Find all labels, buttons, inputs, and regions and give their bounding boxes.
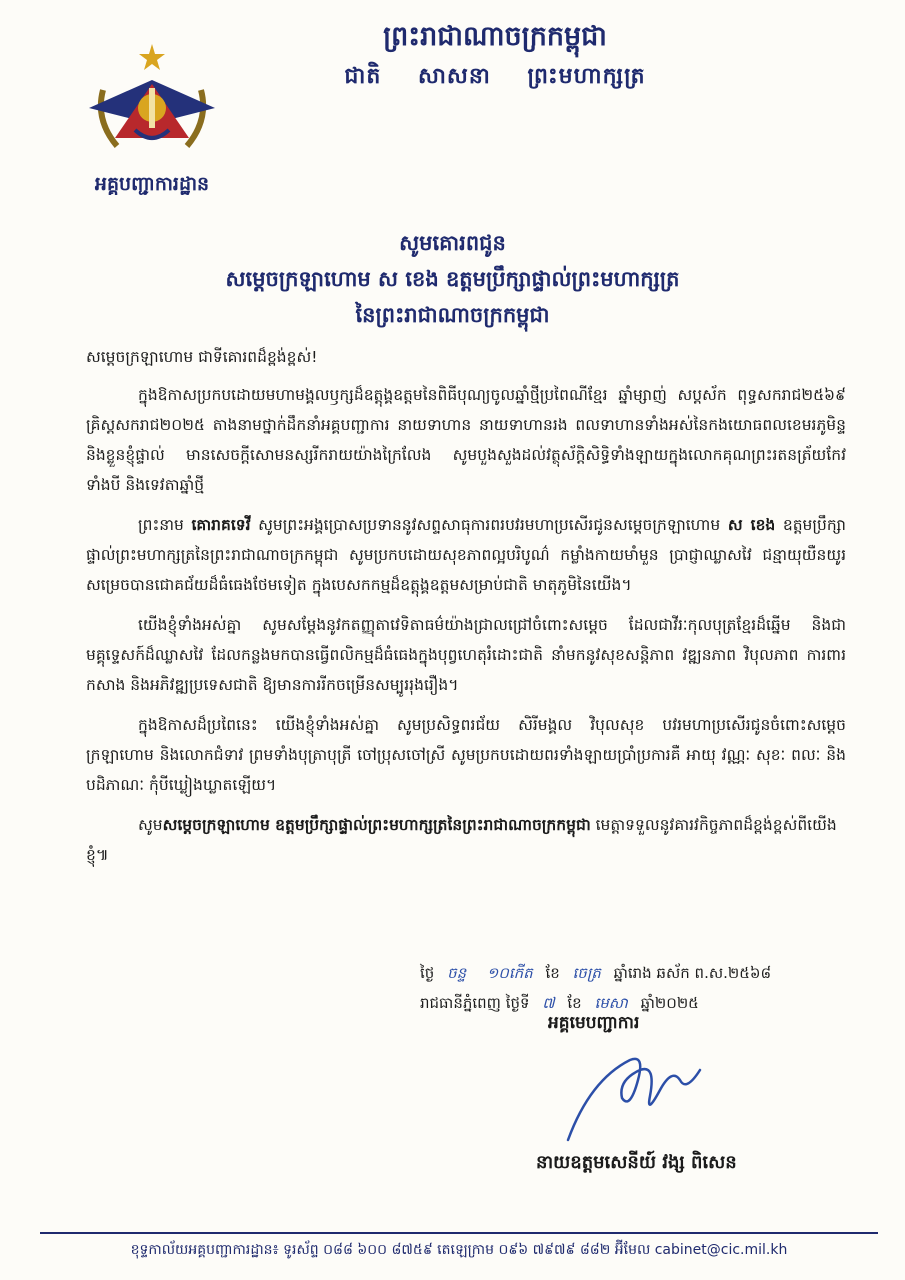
national-motto bbox=[330, 62, 660, 94]
date-block bbox=[420, 958, 850, 1018]
closing-start: សូម bbox=[138, 816, 163, 834]
handwritten-lunar-day: ១០កើត bbox=[486, 964, 533, 982]
letter-body bbox=[86, 342, 846, 870]
closing bbox=[86, 810, 846, 870]
closing-title: សម្ដេចក្រឡាហោម ឧត្ដមប្រឹក្សាផ្ទាល់ព្រះមហាក្សត្រនៃព្រះរាជាណាចក្រកម្ពុជា bbox=[162, 816, 591, 834]
deity-name: គោរាគទេវី bbox=[191, 516, 251, 534]
handwritten-weekday: ចន្ទ bbox=[447, 964, 467, 982]
header-left bbox=[62, 38, 242, 200]
salutation: សម្ដេចក្រឡាហោម ជាទីគោរពដ៏ខ្ពង់ខ្ពស់! bbox=[86, 348, 318, 366]
solar-year: ឆ្នាំ២០២៥ bbox=[640, 994, 699, 1012]
handwritten-day: ៧ bbox=[542, 994, 555, 1012]
paragraph-3: យើងខ្ញុំទាំងអស់គ្នា សូមសម្ដែងនូវកតញ្ញុតាវេទិតាធម៌យ៉ាងជ្រាលជ្រៅចំពោះសម្ដេច ដែលជាវីរៈកុលបុត្រខ្មែរដ៏ឆ្នើម និងជាមគ្គុទ្ទេសក៍ដ៏ឈ្លាសវៃ ដែលកន្លងមកបានធ្វើពលិកម្មដ៏ធំធេងក្នុងបុព្វហេតុរំដោះជាតិ នាំមកនូវសុខសន្តិភាព វឌ្ឍនភាព វិបុលភាព ការពារ កសាង និងអភិវឌ្ឍប្រទេសជាតិ ឱ្យមានការរីកចម្រើនសម្បូររុងរឿង។ bbox=[86, 616, 846, 694]
paragraph-4: ក្នុងឱកាសដ៏ប្រពៃនេះ យើងខ្ញុំទាំងអស់គ្នា សូមប្រសិទ្ធពរជ័យ សិរីមង្គល វិបុលសុខ បវរមហាប្រសើរជូនចំពោះសម្ដេចក្រឡាហោម និងលោកជំទាវ ព្រមទាំងបុត្រាបុត្រី ចៅប្រុសចៅស្រី សូមប្រកបដោយពរទាំងឡាយប្រាំប្រការគឺ អាយុ វណ្ណៈ សុខៈ ពលៈ និងបដិភាណៈ កុំបីឃ្លៀងឃ្លាតឡើយ។ bbox=[86, 716, 846, 794]
military-emblem-icon bbox=[77, 38, 227, 168]
footer-contact: ខុទ្ទកាល័យអគ្គបញ្ជាការដ្ឋាន៖ ទូរស័ព្ទ ០៨៨ ៦០០ ៨៧៥៩ តេឡេក្រាម ០៩៦ ៧៩៧៩ ៨៨២ អ៊ីមែល cabinet@cic.mil.kh bbox=[130, 1242, 788, 1258]
paragraph-1: ក្នុងឱកាសប្រកបដោយមហាមង្គលឫក្សដ៏ឧត្ដុង្គឧត្ដមនៃពិធីបុណ្យចូលឆ្នាំថ្មីប្រពៃណីខ្មែរ ឆ្នាំម្សាញ់ សប្ដស័ក ពុទ្ធសករាជ២៥៦៩ គ្រិស្ដសករាជ២០២៥ តាងនាមថ្នាក់ដឹកនាំអគ្គបញ្ជាការ នាយទាហាន នាយទាហានរង ពលទាហានទាំងអស់នៃកងយោធពលខេមរភូមិន្ទ និងខ្លួនខ្ញុំផ្ទាល់ មានសេចក្ដីសោមនស្សរីករាយយ៉ាងក្រៃលែង សូមបួងសួងដល់វត្ថុស័ក្ដិសិទ្ធិទាំងឡាយក្នុងលោកគុណព្រះរតនត្រ័យកែវទាំងបី និងទេវតាឆ្នាំថ្មី bbox=[86, 386, 846, 494]
handwritten-lunar-month: ចេត្រ bbox=[572, 964, 601, 982]
signatory-title: អគ្គមេបញ្ជាការ bbox=[548, 1013, 640, 1033]
lunar-year: ឆ្នាំរោង ឆស័ក ព.ស.២៥៦៨ bbox=[613, 964, 772, 982]
recipient-line-3: នៃព្រះរាជាណាចក្រកម្ពុជា bbox=[355, 303, 550, 327]
footer-divider bbox=[40, 1232, 878, 1234]
motto-religion: សាសនា bbox=[417, 64, 491, 89]
paragraph-2-start: ព្រះនាម bbox=[138, 516, 192, 534]
motto-king: ព្រះមហាក្សត្រ bbox=[527, 64, 646, 89]
recipient-line-1: សូមគោរពជូន bbox=[399, 231, 506, 255]
place-date-label: រាជធានីភ្នំពេញ ថ្ងៃទី bbox=[420, 994, 530, 1012]
month-label-2: ខែ bbox=[567, 994, 582, 1012]
recipient-name: ស ខេង bbox=[727, 516, 776, 534]
paragraph-2-middle: សូមព្រះអង្គប្រោសប្រទាននូវសព្ទសាធុការពរបវរមហាប្រសើរជូនសម្ដេចក្រឡាហោម bbox=[250, 516, 728, 534]
motto-nation: ជាតិ bbox=[344, 64, 382, 89]
lunar-date-line bbox=[420, 958, 850, 988]
recipient-line-2: សម្ដេចក្រឡាហោម ស ខេង ឧត្ដមប្រឹក្សាផ្ទាល់ព្រះមហាក្សត្រ bbox=[225, 267, 680, 291]
handwritten-signature bbox=[560, 1040, 760, 1150]
date-label: ថ្ងៃ bbox=[420, 964, 435, 982]
paragraph-2 bbox=[86, 510, 846, 600]
paragraph-2-end: ឧត្ដមប្រឹក្សាផ្ទាល់ព្រះមហាក្សត្រនៃព្រះរាជាណាចក្រកម្ពុជា សូមប្រកបដោយសុខភាពល្អបរិបូណ៌ កម្លាំងកាយមាំមួន ប្រាជ្ញាឈ្លាសវៃ ជន្មាយុយឺនយូរ សម្រេចបានជោគជ័យដ៏ធំធេងថែមទៀត ក្នុងបេសកកម្មដ៏ឧត្ដុង្គឧត្ដមសម្រាប់ជាតិ មាតុភូមិនៃយើង។ bbox=[86, 516, 846, 594]
handwritten-month: មេសា bbox=[594, 994, 628, 1012]
org-name: អគ្គបញ្ជាការដ្ឋាន bbox=[94, 173, 210, 195]
closing-end: មេត្តាទទួលនូវគារវកិច្ចភាពដ៏ខ្ពង់ខ្ពស់ពីយើងខ្ញុំ៕ bbox=[86, 816, 837, 864]
kingdom-title: ព្រះរាជាណាចក្រកម្ពុជា bbox=[383, 21, 607, 52]
recipient-block bbox=[120, 225, 785, 333]
month-label: ខែ bbox=[545, 964, 560, 982]
signatory-name: នាយឧត្ដមសេនីយ៍ វង្ស ពិសេន bbox=[536, 1152, 737, 1173]
